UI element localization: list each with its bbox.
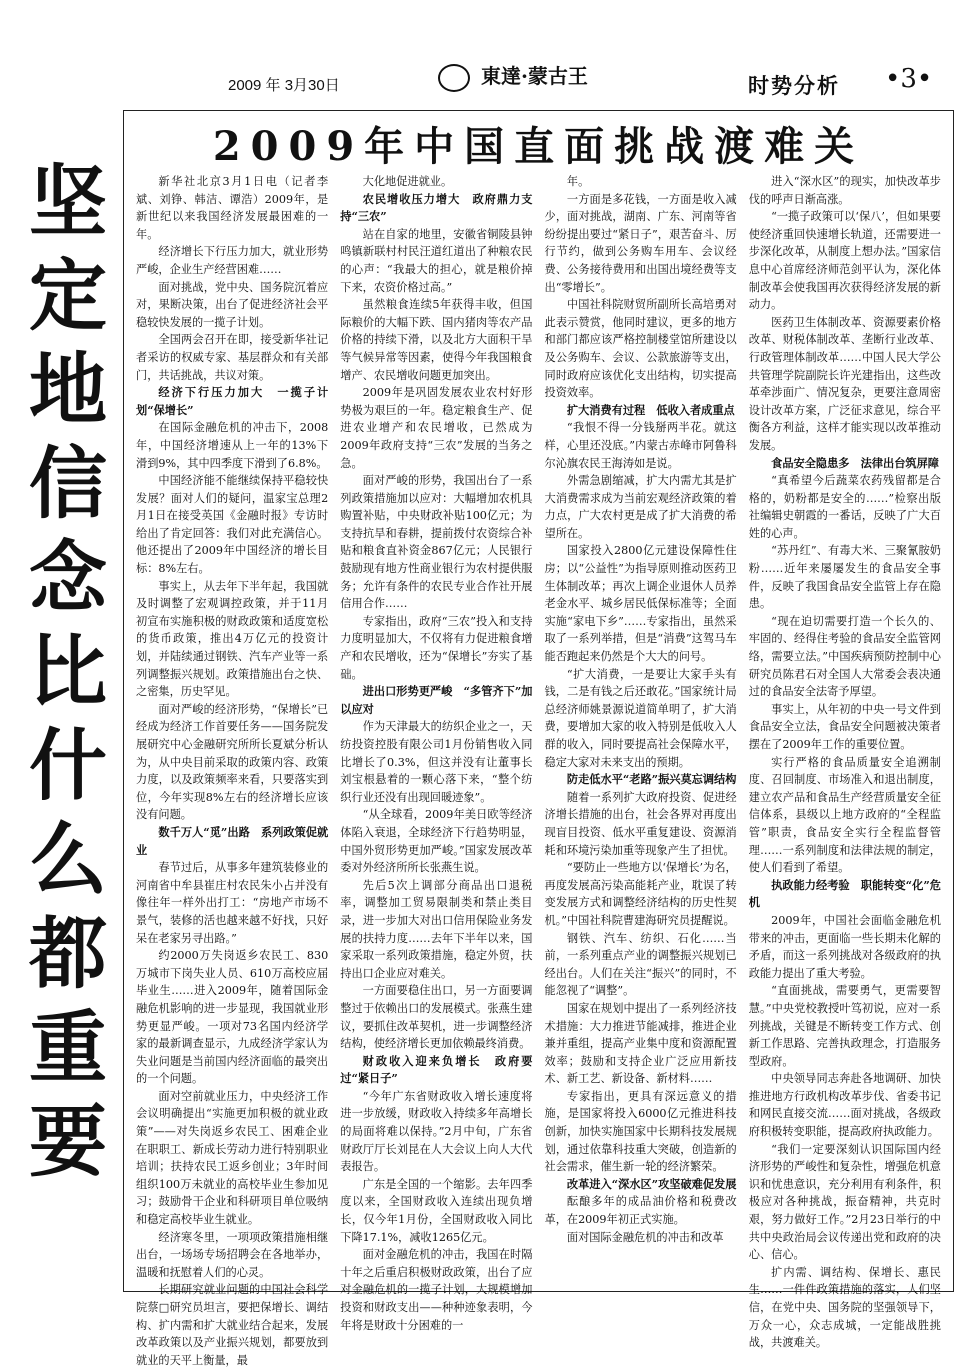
paragraph: 先后5次上调部分商品出口退税率，调整加工贸易限制类和禁止类目录，进一步加大对出口信用保险业务发展的扶持力度……去年下半年以来，国家采取一系列政策措施，稳定外贸，扶持出口企业应对难关。 — [340, 878, 533, 980]
page-header — [0, 52, 980, 100]
paragraph: “扩大消费，一是要让大家手头有钱，二是有钱之后还敢花。”国家统计局总经济师姚景源说道简单明了，扩大消费，要增加大家的收入特别是低收入人群的收入，同时要提高社会保障水平，稳定大家对未来支出的预期。 — [544, 667, 737, 769]
paragraph: “要防止一些地方以‘保增长’为名，再度发展高污染高能耗产业，耽误了转变发展方式和调整经济结构的历史性契机。”中国社科院曹建海研究员提醒说。 — [544, 861, 737, 927]
article-headline: 2009年中国直面挑战渡难关 — [212, 123, 865, 170]
paragraph: “我们一定要深刻认识国际国内经济形势的严峻性和复杂性，增强危机意识和忧患意识，充分利用有利条件，积极应对各种挑战，振奋精神，共克时艰，努力做好工作。”2月23日举行的中共中央政治局会议传递出党和政府的决心、信心。 — [748, 1142, 941, 1262]
paragraph: “一揽子政策可以‘保八’，但如果要使经济重回快速增长轨道，还需要进一步深化改革，从制度上想办法。”国家信息中心首席经济师范剑平认为，深化体制改革会使我国再次获得经济发展的新动力。 — [748, 210, 941, 312]
paragraph: 面对严峻的形势，我国出台了一系列政策措施加以应对：大幅增加农机具购置补贴，中央财政补贴100亿元；为支持抗旱和春耕，提前拨付农资综合补贴和粮食直补资金867亿元；人民银行鼓励现有地方性商业银行为农村提供服务；允许有条件的农民专业合作社开展信用合作…… — [340, 474, 533, 611]
paragraph: 实行严格的食品质量安全追溯制度、召回制度、市场准入和退出制度，建立农产品和食品生产经营质量安全征信体系，县级以上地方政府的“全程监管”职责，食品安全实行全程监督管理……一系列制度和法律法规的制定，使人们看到了希望。 — [748, 755, 941, 875]
subheading: 经济下行压力加大 一揽子计划“保增长” — [136, 385, 329, 417]
brand-name: 東達·蒙古王 — [480, 64, 588, 88]
paragraph: 大化地促进就业。 — [362, 175, 453, 188]
paragraph: 专家指出，更具有深远意义的措施，是国家将投入6000亿元推进科技创新，加快实施国家中长期科技发展规划，通过依靠科技重大突破，创造新的社会需求，催生新一轮的经济繁荣。 — [544, 1089, 737, 1174]
brand-logo-icon — [438, 64, 470, 92]
paragraph: 事实上，从年初的中央一号文件到食品安全立法，食品安全问题被决策者摆在了2009年工作的重要位置。 — [748, 702, 941, 751]
paragraph: 一方面是多花钱，一方面是收入减少，面对挑战，湖南、广东、河南等省纷纷提出要过“紧日子”，艰苦奋斗、厉行节约，做到公务购车用车、会议经费、公务接待费用和出国出境经费等支出“零增长”。 — [544, 192, 737, 294]
paragraph: 约2000万失岗返乡农民工、830万城市下岗失业人员、610万高校应届毕业生……进入2009年，随着国际金融危机影响的进一步显现，我国就业形势更显严峻。一项对73名国内经济学家的最新调查显示，九成经济学家认为失业问题是当前国内经济面临的最突出的一个问题。 — [136, 949, 329, 1086]
paragraph: 扩内需、调结构、保增长、惠民生……一件件政策措施的落实，人们坚信，在党中央、国务院的坚强领导下，万众一心，众志成城，一定能战胜挑战，共渡难关。 — [748, 1265, 941, 1350]
paragraph: 经济寒冬里，一项项政策措施相继出台，一场场专场招聘会在各地举办，温暖和抚慰着人们的心灵。 — [136, 1230, 329, 1279]
paragraph: 虽然粮食连续5年获得丰收，但国际粮价的大幅下跌、国内猪肉等农产品价格的持续下滑，以及北方大面积干旱等气候异常等因素，使得今年我国粮食增产、农民增收问题更加突出。 — [340, 298, 533, 382]
paragraph: 面对严峻的经济形势，“保增长”已经成为经济工作首要任务——国务院发展研究中心金融研究所所长夏斌分析认为，从中央目前采取的政策内容、政策力度，以及政策频率来看，只要落实到位，今年实现8%左右的经济增长应该没有问题。 — [136, 702, 329, 822]
paragraph: 在国际金融危机的冲击下，2008年，中国经济增速从上一年的13%下滑到9%，其中四季度下滑到了6.8%。 — [136, 421, 329, 470]
paragraph: 专家指出，政府“三农”投入和支持力度明显加大，不仅将有力促进粮食增产和农民增收，还为“保增长”夯实了基础。 — [340, 614, 533, 681]
paragraph: 站在自家的地里，安徽省铜陵县钟鸣镇新联村村民汪道红道出了种粮农民的心声：“我最大的担心，就是粮价掉下来，农资价格过高。” — [340, 227, 533, 294]
paragraph: 广东是全国的一个缩影。去年四季度以来，全国财政收入连续出现负增长，仅今年1月份，全国财政收入同比下降17.1%，减收1265亿元。 — [340, 1177, 533, 1244]
subheading: 扩大消费有过程 低收入者成重点 — [566, 402, 735, 417]
paragraph: “今年广东省财政收入增长速度将进一步放缓，财政收入持续多年高增长的局面将难以保持。”2月中旬，广东省财政厅厅长刘昆在人大会议上向人大代表报告。 — [340, 1089, 533, 1174]
paragraph: 国家投入2800亿元建设保障性住房；以“公益性”为指导原则推动医药卫生体制改革；再次上调企业退休人员养老金水平、城乡居民低保标准等；全面实施“家电下乡”……专家指出，虽然采取了一系列举措，但是“消费”这驾马车能否跑起来仍然是个大大的问号。 — [544, 544, 737, 664]
paragraph: 新华社北京3月1日电（记者李斌、刘铮、韩洁、谭浩）2009年，是新世纪以来我国经济发展最困难的一年。 — [136, 175, 329, 241]
paragraph: 春节过后，从事多年建筑装修业的河南省中牟县崔庄村农民朱小占并没有像往年一样外出打工：“房地产市场不景气，装修的活也越来越不好找，只好呆在老家另寻出路。” — [136, 861, 329, 945]
paragraph: 面对金融危机的冲击，我国在时隔十年之后重启积极财政政策，出台了应对金融危机的一揽子计划，大规模增加投资和财政支出——种种迹象表明，今年将是财政十分困难的一 — [340, 1248, 533, 1332]
paragraph: “真希望今后蔬菜农药残留都是合格的，奶粉都是安全的……”检察出版社编辑史朝霞的一番话，反映了广大百姓的心声。 — [748, 474, 941, 540]
paragraph: 全国两会召开在即，接受新华社记者采访的权威专家、基层群众和有关部门，共话挑战，共议对策。 — [136, 333, 329, 382]
paragraph: 进入“深水区”的现实，加快改革步伐的呼声日渐高涨。 — [748, 175, 941, 206]
article-body — [136, 173, 941, 1367]
text-column-4 — [748, 173, 941, 1350]
text-column-2 — [340, 173, 533, 1332]
paragraph: 随着一系列扩大政府投资、促进经济增长措施的出台，社会各界对再度出现盲目投资、低水平重复建设、资源消耗和环境污染加重等现象产生了担忧。 — [544, 790, 737, 857]
text-column-3 — [545, 173, 737, 1283]
subheading: 改革进入“深水区”攻坚破难促发展 — [566, 1176, 737, 1191]
paragraph: 长期研究就业问题的中国社会科学院蔡□研究员坦言，要把保增长、调结构、扩内需和扩大就业结合起来，发展改革政策以及产业振兴规划，都要放到就业的天平上衡量，最 — [136, 1283, 329, 1367]
paragraph: 2009年是巩固发展农业农村好形势极为艰巨的一年。稳定粮食生产、促进农业增产和农民增收，已然成为2009年政府支持“三农”发展的当务之急。 — [340, 386, 533, 470]
paragraph: 2009年，中国社会面临金融危机带来的冲击，更面临一些长期未化解的矛盾，而这一系列挑战对各级政府的执政能力提出了重大考验。 — [748, 913, 941, 980]
paragraph: 酝酿多年的成品油价格和税费改革，在2009年初正式实施。 — [544, 1195, 737, 1227]
subheading: 食品安全隐患多 法律出台筑屏障 — [771, 455, 939, 470]
paragraph: 面对空前就业压力，中央经济工作会议明确提出“实施更加积极的就业政策”——对失岗返乡农民工、困难企业在职职工、新成长劳动力进行特别职业培训；扶持农民工返乡创业；3年时间组织100万未就业的高校毕业生参加见习；鼓励骨干企业和科研项目单位吸纳和稳定高校毕业生就业。 — [136, 1089, 329, 1227]
paragraph: “现在迫切需要打造一个长久的、牢固的、经得住考验的食品安全监管网络，需要立法。”中国疾病预防控制中心研究员陈君石对全国人大常委会表决通过的食品安全法寄予厚望。 — [748, 614, 941, 699]
paragraph: 中国经济能不能继续保持平稳较快发展？面对人们的疑问，温家宝总理2月1日在接受英国《金融时报》专访时给出了肯定回答：我们对此充满信心。他还提出了2009年中国经济的增长目标：8%左右。 — [136, 474, 329, 576]
section-name: 时势分析 — [748, 75, 840, 98]
paragraph: 经济增长下行压力加大，就业形势严峻，企业生产经营困难…… — [136, 245, 329, 276]
paragraph: 中央领导同志奔赴各地调研、加快推进地方行政机构改革步伐、省委书记和网民直接交流……面对挑战，各级政府积极转变职能，提高政府执政能力。 — [748, 1072, 941, 1139]
paragraph: 面对挑战，党中央、国务院沉着应对，果断决策，出台了促进经济社会平稳较快发展的一揽子计划。 — [136, 280, 329, 329]
paragraph: 中国社科院财贸所副所长高培勇对此表示赞赏，他同时建议，更多的地方和部门都应该严格控制楼堂馆所建设以及公务购车、会议、公款旅游等支出，同时政府应该优化支出结构，切实提高投资效率。 — [544, 298, 737, 400]
paragraph: 医药卫生体制改革、资源要素价格改革、财税体制改革、垄断行业改革、行政管理体制改革……中国人民大学公共管理学院副院长许光建指出，这些改革牵涉面广、情况复杂，更要注意周密设计改革方案，广泛征求意见，综合平衡各方利益，这样才能实现以改革推动发展。 — [748, 315, 941, 452]
page-number: •3• — [885, 64, 933, 94]
paragraph: “我恨不得一分钱掰两半花。就这样，心里还没底。”内蒙古赤峰市阿鲁科尔沁旗农民王海涛如是说。 — [544, 421, 737, 470]
paragraph: 年。 — [566, 175, 590, 188]
subheading: 进出口形势更严峻 “多管齐下”加以应对 — [340, 684, 533, 716]
paragraph: “从全球看，2009年美日欧等经济体陷入衰退，全球经济下行趋势明显，中国外贸形势更加严峻。”国家发展改革委对外经济所所长张燕生说。 — [340, 808, 533, 875]
paragraph: “苏丹红”、有毒大米、三聚氰胺奶粉……近年来屡屡发生的食品安全事件，反映了我国食品安全监管上存在隐患。 — [748, 544, 941, 611]
paragraph: 钢铁、汽车、纺织、石化……当前，一系列重点产业的调整振兴规划已经出台。人们在关注“振兴”的同时，不能忽视了“调整”。 — [544, 931, 737, 998]
subheading: 数千万人“觅”出路 系列政策促就业 — [136, 824, 329, 857]
subheading: 农民增收压力增大 政府鼎力支持“三农” — [340, 191, 533, 224]
masthead-brand — [438, 60, 588, 92]
paragraph: “直面挑战，需要勇气，更需要智慧。”中央党校教授叶笃初说，应对一系列挑战，关键是不断转变工作方式、创新工作思路、完善执政理念，打造服务型政府。 — [748, 984, 941, 1068]
issue-date: 2009 年 3月30日 — [228, 77, 340, 94]
text-column-1 — [136, 173, 329, 1367]
subheading: 执政能力经考验 职能转变“化”危机 — [748, 877, 941, 910]
article-frame — [123, 110, 954, 1367]
subheading: 防走低水平“老路”振兴莫忘调结构 — [566, 772, 737, 787]
paragraph: 国家在规划中提出了一系列经济技术措施：大力推进节能减排，推进企业兼并重组，提高产业集中度和资源配置效率；鼓励和支持企业广泛应用新技术、新工艺、新设备、新材料…… — [544, 1001, 737, 1086]
paragraph: 事实上，从去年下半年起，我国就及时调整了宏观调控政策，并于11月初宣布实施积极的财政政策和适度宽松的货币政策，推出4万亿元的投资计划，并陆续通过钢铁、汽车产业等一系列调整振兴规划。政策措施出台之快、之密集，历史罕见。 — [136, 579, 329, 699]
paragraph: 面对国际金融危机的冲击和改革 — [566, 1230, 724, 1244]
paragraph: 一方面要稳住出口，另一方面要调整过于依赖出口的发展模式。张燕生建议，要抓住改革契机，进一步调整经济结构，使经济增长更加依赖最终消费。 — [340, 984, 533, 1051]
side-slogan: 坚定地信念比什么都重要 — [16, 160, 107, 1194]
paragraph: 外需急剧缩减，扩大内需尤其是扩大消费需求成为当前宏观经济政策的着力点，广大农村更是成了扩大消费的希望所在。 — [544, 474, 737, 540]
paragraph: 作为天津最大的纺织企业之一，天纺投资控股有限公司1月份销售收入同比增长了0.3%，但这并没有让董事长刘宝根悬着的一颗心落下来，“整个纺织行业还没有出现回暖迹象”。 — [340, 720, 533, 804]
subheading: 财政收入迎来负增长 政府要过“紧日子” — [340, 1053, 533, 1086]
